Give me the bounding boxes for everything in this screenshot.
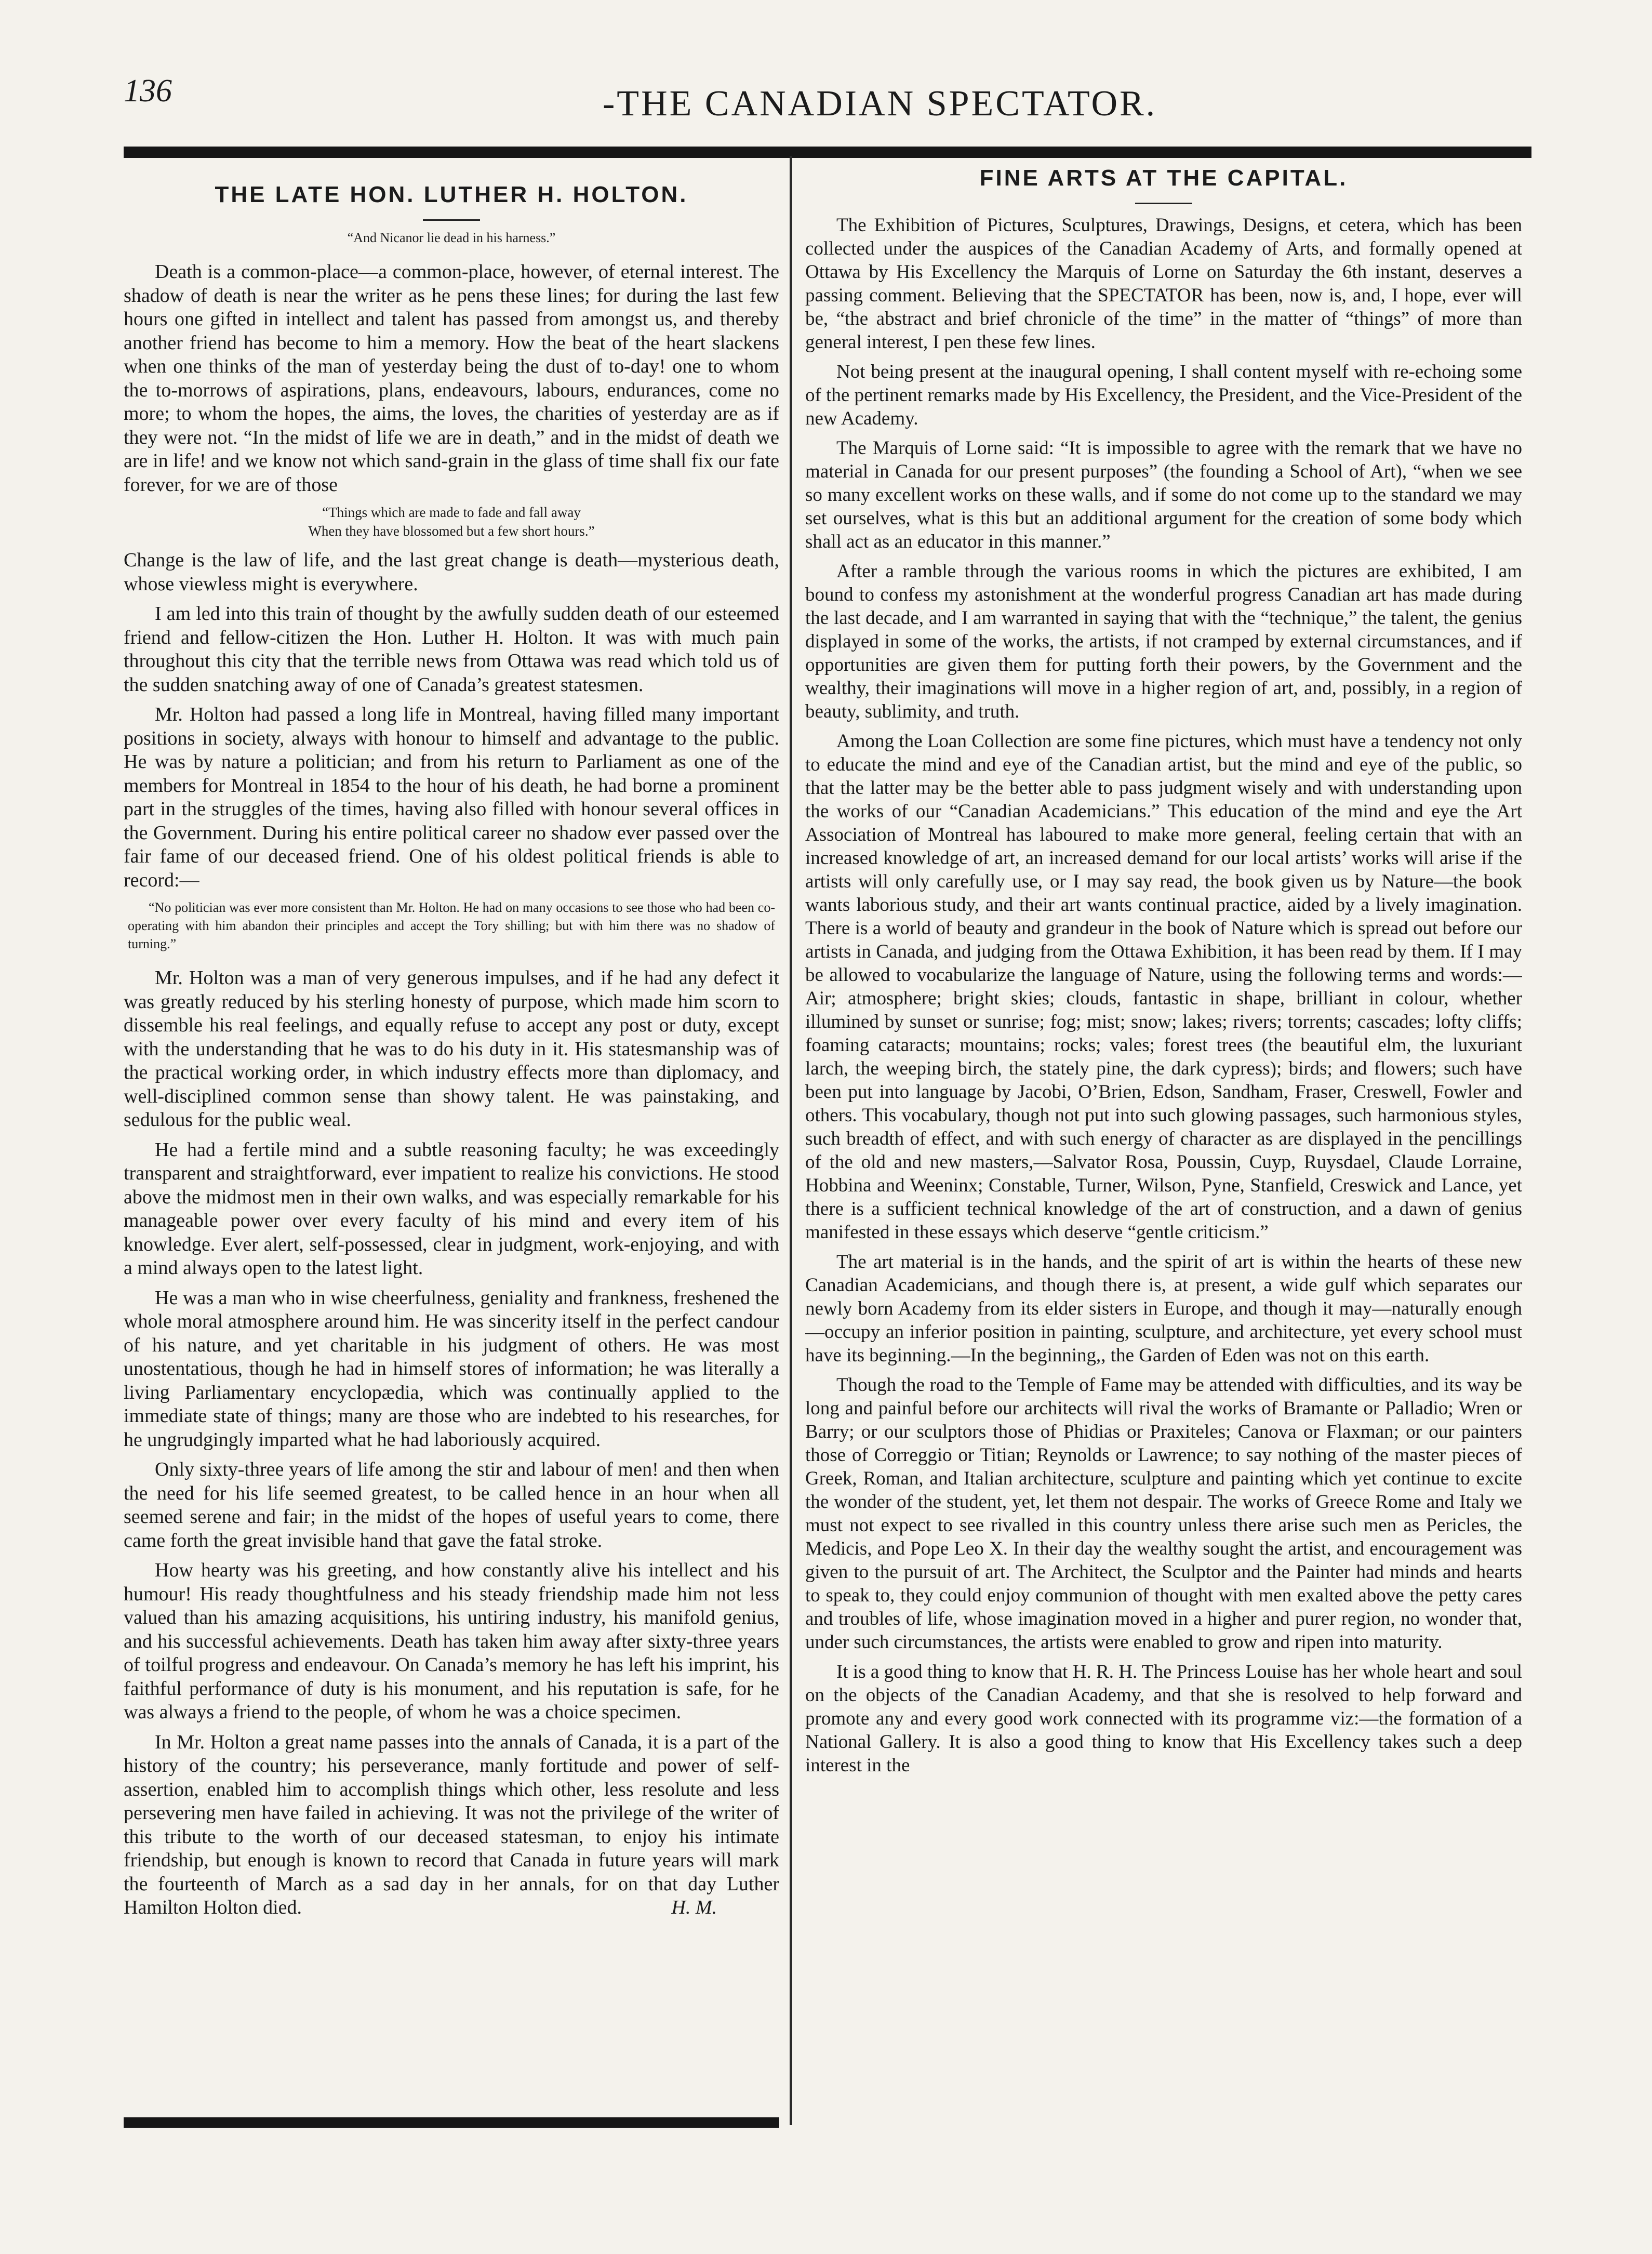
paragraph: He had a fertile mind and a subtle reasoning faculty; he was exceedingly transparent and straightforward, ever impatient to realize his convictions. He stood above the midmost men in their own walks, and was especially remarkable for his manageable power over every faculty of his mind and every item of his knowledge. Ever alert, self-possessed, clear in judgment, work-enjoying, and with a mind always open to the latest light.: [124, 1138, 779, 1279]
paragraph: How hearty was his greeting, and how constantly alive his intellect and his humour! His ready thoughtfulness and his steady friendship made him not less valued than his amazing acquisitions, his untiring industry, his manifold genius, and his successful achievements. Death has taken him away after sixty-three years of toilful progress and endeavour. On Canada’s memory he has left his imprint, his faithful performance of duty is his monument, and his reputation is safe, for he was always a friend to the people, of whom he was a choice specimen.: [124, 1559, 779, 1723]
title-underline: [1135, 203, 1192, 204]
paragraph: Only sixty-three years of life among the stir and labour of men! and then when the need for his life seemed greatest, to be called hence in an hour when all seemed serene and fair; in the midst of the hopes of useful years to come, there came forth the great invisible hand that gave the fatal stroke.: [124, 1459, 779, 1552]
right-column-article: [805, 156, 1522, 2115]
paragraph: Mr. Holton was a man of very generous impulses, and if he had any defect it was greatly reduced by his sterling honesty of purpose, which made him scorn to dissemble his real feelings, and equally refuse to accept any post or duty, except with the understanding that he was to do his duty in it. His statesmanship was of the practical working order, in which industry effects more than diplomacy, and well-disciplined common sense than showy talent. He was painstaking, and sedulous for the public weal.: [124, 967, 779, 1131]
article-title-fine-arts: FINE ARTS AT THE CAPITAL.: [979, 165, 1348, 191]
verse-quote: [124, 503, 779, 540]
paragraph: He was a man who in wise cheerfulness, geniality and frankness, freshened the whole moral atmosphere around him. He was sincerity itself in the perfect candour of his nature, and yet charitable in his judgment of others. He was most unostentatious, though he had in himself stores of information; he was literally a living Parliamentary encyclopædia, which was continually applied to the immediate state of things; many are those who are indebted to his researches, for he ungrudgingly imparted what he had laboriously acquired.: [124, 1287, 779, 1451]
paragraph-text: In Mr. Holton a great name passes into the annals of Canada, it is a part of the history of the country; his perseverance, manly fortitude and power of self-assertion, enabled him to accomplish things which other, less resolute and less persevering men have failed in achieving. It was not the privilege of the writer of this tribute to the worth of our deceased statesman, to enjoy his intimate friendship, but enough is known to record that Canada in future years will mark the fourteenth of March as a sad day in her annals, for on that day Luther Hamilton Holton died.: [124, 1731, 779, 1918]
verse-line: When they have blossomed but a few short hours.”: [308, 523, 595, 539]
paragraph: Change is the law of life, and the last great change is death—mysterious death, whose viewless might is everywhere.: [124, 549, 779, 595]
column-divider: [790, 156, 792, 2125]
masthead: -THE CANADIAN SPECTATOR.: [603, 84, 1157, 124]
paragraph: I am led into this train of thought by the awfully sudden death of our esteemed friend and fellow-citizen the Hon. Luther H. Holton. It was with much pain throughout this city that the terrible news from Ottawa was read which told us of the sudden snatching away of one of Canada’s greatest statesmen.: [124, 603, 779, 696]
title-underline: [423, 219, 480, 221]
left-column-article: [124, 156, 779, 2115]
paragraph: Death is a common-place—a common-place, however, of eternal interest. The shadow of death is near the writer as he pens these lines; for during the last few hours one gifted in intellect and talent has passed from amongst us, and thereby another friend has become to him a memory. How the beat of the heart slackens when one thinks of the man of yesterday being the dust of to-day! one to whom the to-morrows of aspirations, plans, endeavours, labours, endurances, come no more; to whom the hopes, the aims, the loves, the charities of yesterday are as if they were not. “In the midst of life we are in death,” and in the midst of death we are in life! and we know not which sand-grain in the glass of time shall fix our fate forever, for we are of those: [124, 261, 779, 496]
article-title-holton: THE LATE HON. LUTHER H. HOLTON.: [215, 182, 688, 207]
verse-line: “Things which are made to fade and fall away: [322, 505, 581, 520]
paragraph: After a ramble through the various rooms in which the pictures are exhibited, I am bound to confess my astonishment at the wonderful progress Canadian art has made during the last decade, and I am warranted in saying that with the “technique,” the talent, the genius displayed in some of the works, the artists, if not cramped by external circumstances, and if opportunities are given them for putting forth their powers, by the Government and the wealthy, their imaginations will move in a higher region of art, and, possibly, in a region of beauty, sublimity, and truth.: [805, 561, 1522, 722]
paragraph: The Marquis of Lorne said: “It is impossible to agree with the remark that we have no material in Canada for our present purposes” (the founding a School of Art), “when we see so many excellent works on these walls, and if some do not come up to the standard we may set ourselves, what is this but an additional argument for the creation of some body which shall act as an educator in this manner.”: [805, 437, 1522, 552]
page-number: 136: [124, 73, 172, 109]
author-signature: H. M.: [671, 1897, 717, 1918]
paragraph: [124, 1731, 779, 1920]
block-quote: “No politician was ever more consistent than Mr. Holton. He had on many occasions to see those who had been co-operating with him abandon their principles and accept the Tory shilling; but with him there was no shadow of turning.”: [128, 900, 775, 951]
paragraph: The art material is in the hands, and the spirit of art is within the hearts of these new Canadian Academicians, and though there is, at present, a wide gulf which separates our newly born Academy from its elder sisters in Europe, and though it may—naturally enough—occupy an inferior position in painting, sculpture, and architecture, yet every school must have its beginning.—In the beginning,, the Garden of Eden was not on this earth.: [805, 1251, 1522, 1366]
paragraph: Though the road to the Temple of Fame may be attended with difficulties, and its way be long and painful before our architects will rival the works of Bramante or Palladio; Wren or Barry; or our sculptors those of Phidias or Praxiteles; Canova or Flaxman; or our painters those of Correggio or Titian; Reynolds or Lawrence; to say nothing of the master pieces of Greek, Roman, and Italian architecture, sculpture and painting which yet continue to excite the wonder of the student, yet, let them not despair. The works of Greece Rome and Italy we must not expect to see rivalled in this country unless there arise such men as Pericles, the Medicis, and Pope Leo X. In their day the wealthy sought the artist, and encouragement was given to the pursuit of art. The Architect, the Sculptor and the Painter had minds and hearts to speak to, they could enjoy communion of thought with men exalted above the petty cares and troubles of life, whose imagination moved in a higher and purer region, no wonder that, under such circumstances, the artists were enabled to grow and ripen into maturity.: [805, 1374, 1522, 1653]
bottom-rule: [124, 2117, 779, 2128]
paragraph: Mr. Holton had passed a long life in Montreal, having filled many important positions in society, always with honour to himself and advantage to the public. He was by nature a politician; and from his return to Parliament as one of the members for Montreal in 1854 to the hour of his death, he had borne a prominent part in the struggles of the times, having also filled with honour several offices in the Government. During his entire political career no shadow ever passed over the fair fame of our deceased friend. One of his oldest political friends is able to record:—: [124, 704, 779, 891]
paragraph: It is a good thing to know that H. R. H. The Princess Louise has her whole heart and soul on the objects of the Canadian Academy, and that she is resolved to help forward and promote any and every good work connected with its programme viz:—the formation of a National Gallery. It is also a good thing to know that His Excellency takes such a deep interest in the: [805, 1661, 1522, 1776]
paragraph: Not being present at the inaugural opening, I shall content myself with re-echoing some of the pertinent remarks made by His Excellency, the President, and the Vice-President of the new Academy.: [805, 361, 1522, 429]
paragraph: Among the Loan Collection are some fine pictures, which must have a tendency not only to educate the mind and eye of the Canadian artist, but the mind and eye of the public, so that the latter may be the better able to pass judgment wisely and with understanding upon the works of our “Canadian Academicians.” This education of the mind and eye the Art Association of Montreal has laboured to make more general, feeling certain that with an increased knowledge of art, an increased demand for our local artists’ works will arise if the artists will only carefully use, or I may say read, the book given us by Nature—the book wants laborious study, and their art wants continual practice, aided by a lively imagination. There is a world of beauty and grandeur in the book of Nature which is spread out before our artists in Canada, and judging from the Ottawa Exhibition, it has been read by them. If I may be allowed to vocabularize the language of Nature, using the following terms and words:—Air; atmosphere; bright skies; clouds, fantastic in shape, brilliant in colour, whether illumined by sunset or sunrise; fog; mist; snow; lakes; rivers; torrents; cascades; lofty cliffs; foaming cataracts; mountains; rocks; vales; forest trees (the beautiful elm, the luxuriant larch, the weeping birch, the stately pine, the dark cypress); birds; and flowers; such have been put into language by Jacobi, O’Brien, Edson, Sandham, Fraser, Creswell, Fowler and others. This vocabulary, though not put into such glowing passages, such harmonious styles, such breadth of effect, and with such energy of character as are displayed in the pencillings of the old and new masters,—Salvator Rosa, Poussin, Cuyp, Ruysdael, Claude Lorraine, Hobbina and Weeninx; Constable, Turner, Wilson, Pyne, Stanfield, Creswick and Lance, yet there is a sufficient technical knowledge of the art of construction, and a dawn of genius manifested in these essays which deserve “gentle criticism.”: [805, 731, 1522, 1243]
paragraph: The Exhibition of Pictures, Sculptures, Drawings, Designs, et cetera, which has been collected under the auspices of the Canadian Academy of Arts, and formally opened at Ottawa by His Excellency the Marquis of Lorne on Saturday the 6th instant, deserves a passing comment. Believing that the SPECTATOR has been, now is, and, I hope, ever will be, “the abstract and brief chronicle of the time” in the matter of “things” of more than general interest, I pen these few lines.: [805, 215, 1522, 353]
epigraph: “And Nicanor lie dead in his harness.”: [347, 230, 556, 245]
